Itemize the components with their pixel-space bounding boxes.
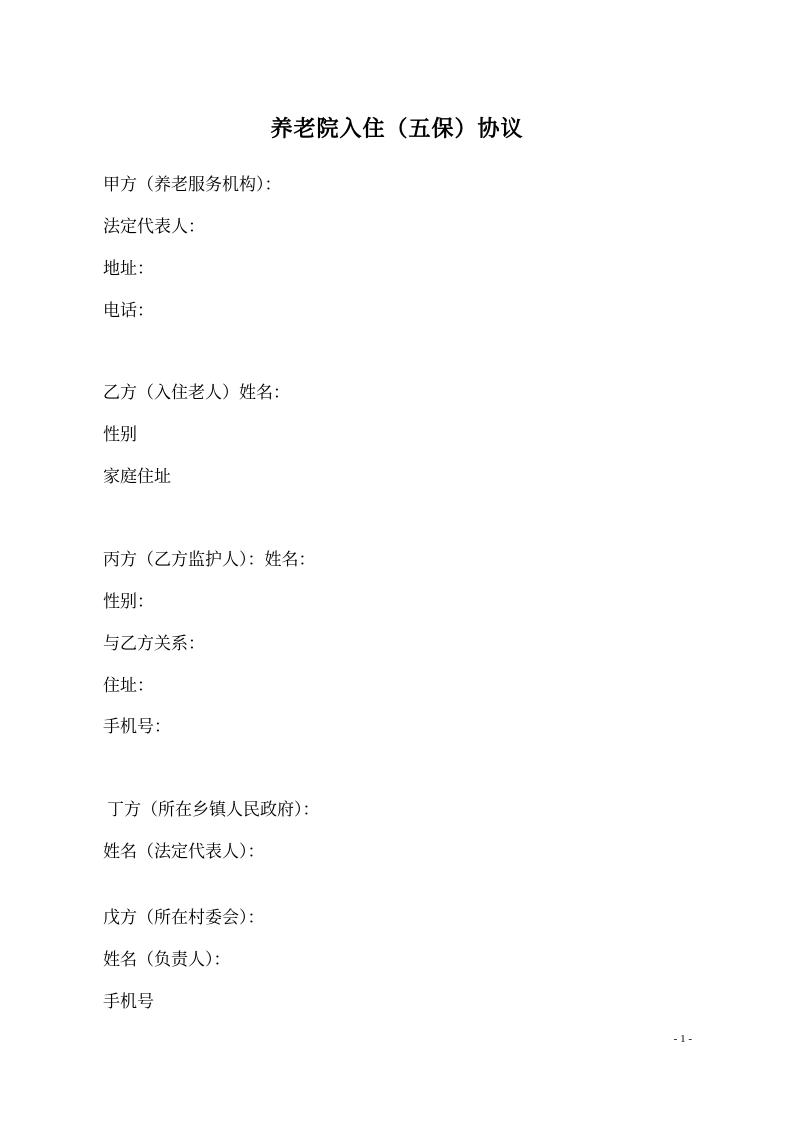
party-a-heading: 甲方（养老服务机构）： [103,175,282,195]
party-a-address: 地址： [103,259,154,279]
party-e-heading: 戊方（所在村委会）： [103,908,265,928]
party-e-mobile: 手机号 [103,992,154,1012]
party-c-name: 丙方（乙方监护人）：姓名： [103,550,316,570]
party-a-legal-rep: 法定代表人： [103,217,205,237]
party-c-relation: 与乙方关系： [103,634,205,654]
party-b-name: 乙方（入住老人）姓名： [103,383,290,403]
page-number: - 1 - [673,1033,692,1045]
party-c-gender: 性别： [103,592,154,612]
party-d-heading: 丁方（所在乡镇人民政府）： [107,800,320,820]
party-c-mobile: 手机号： [103,717,171,737]
party-b-gender: 性别 [103,425,137,445]
party-e-name: 姓名（负责人）： [103,950,231,970]
document-title: 养老院入住（五保）协议 [270,116,524,142]
party-c-address: 住址： [103,676,154,696]
party-b-home-address: 家庭住址 [103,467,171,487]
party-d-name: 姓名（法定代表人）： [103,842,265,862]
party-a-phone: 电话： [103,301,154,321]
